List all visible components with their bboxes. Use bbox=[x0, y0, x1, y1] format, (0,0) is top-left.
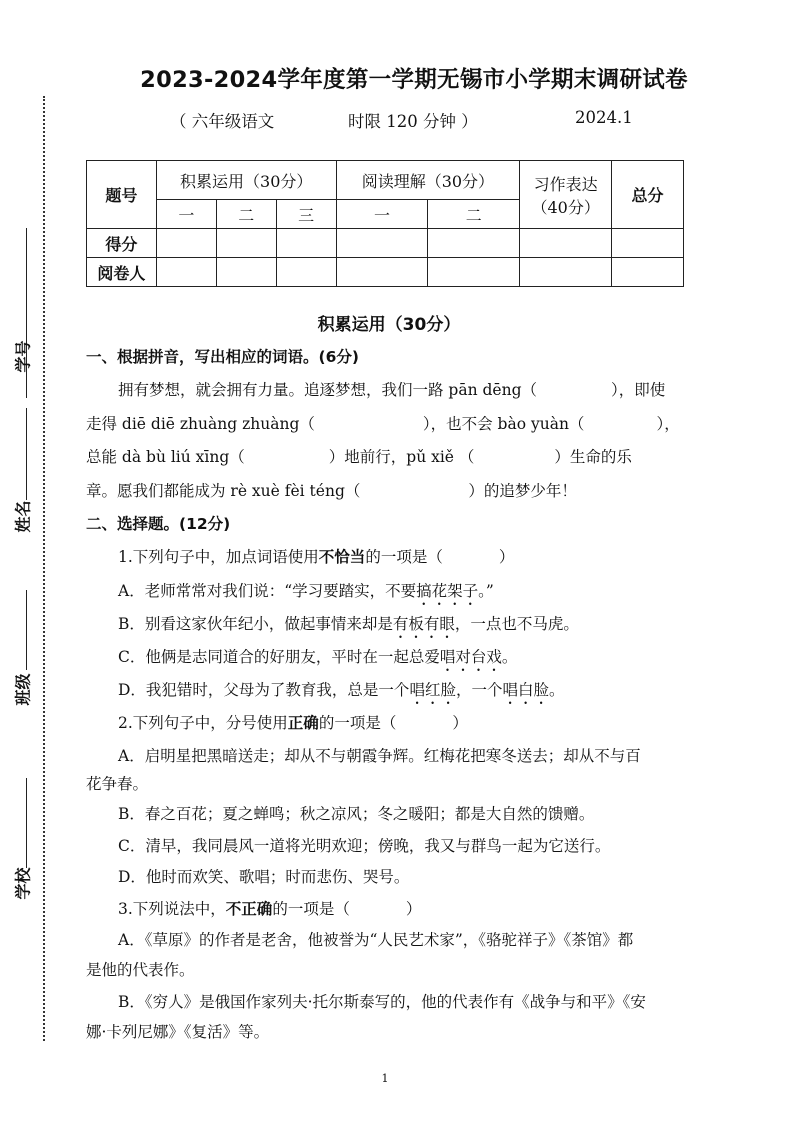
class-write-line[interactable] bbox=[26, 590, 27, 670]
score-cell[interactable] bbox=[276, 229, 336, 258]
name-write-line[interactable] bbox=[26, 408, 27, 500]
score-cell[interactable] bbox=[428, 229, 520, 258]
grade-subject: （ 六年级语文 bbox=[170, 112, 275, 131]
q1-line-4: 章。愿我们都能成为 rè xuè fèi téng（ ）的追梦少年！ bbox=[86, 482, 577, 500]
q2-sub3-stem: 3.下列说法中，不正确的一项是（ ） bbox=[118, 900, 422, 918]
q2-sub1-option-a: A．老师常常对我们说：“学习要踏实，不要搞花架子。” bbox=[118, 582, 494, 600]
score-cell[interactable] bbox=[216, 229, 276, 258]
grader-cell[interactable] bbox=[156, 258, 216, 287]
sub-header-3: 三 bbox=[276, 200, 336, 229]
score-row-label: 得分 bbox=[87, 229, 157, 258]
sub-header-2: 二 bbox=[216, 200, 276, 229]
q2-sub2-option-a: A．启明星把黑暗送走；却从不与朝霞争辉。红梅花把寒冬送去；却从不与百 bbox=[118, 747, 641, 765]
score-cell[interactable] bbox=[156, 229, 216, 258]
grader-cell[interactable] bbox=[216, 258, 276, 287]
sub-header-5: 二 bbox=[428, 200, 520, 229]
q2-sub2-option-d: D．他时而欢笑、歌唱；时而悲伤、哭号。 bbox=[118, 868, 410, 886]
score-row bbox=[87, 229, 684, 258]
student-id-label: 学号 bbox=[13, 340, 33, 373]
grader-cell[interactable] bbox=[428, 258, 520, 287]
q2-sub3-option-b: B．《穷人》是俄国作家列夫·托尔斯泰写的，他的代表作有《战争与和平》《安 bbox=[118, 993, 646, 1011]
score-cell[interactable] bbox=[520, 229, 612, 258]
sub-header-1: 一 bbox=[156, 200, 216, 229]
q2-sub1-option-b: B．别看这家伙年纪小，做起事情来却是有板有眼，一点也不马虎。 bbox=[118, 615, 579, 633]
name-label: 姓名 bbox=[13, 500, 33, 533]
q2-sub3-option-b-cont: 娜·卡列尼娜》《复活》等。 bbox=[86, 1023, 270, 1041]
q2-sub2-option-a-cont: 花争春。 bbox=[86, 775, 149, 793]
header-reading: 阅读理解（30分） bbox=[336, 161, 520, 200]
school-write-line[interactable] bbox=[26, 778, 27, 868]
q2-sub1-option-d: D．我犯错时，父母为了教育我，总是一个唱红脸，一个唱白脸。 bbox=[118, 681, 565, 699]
header-writing: 习作表达 （40分） bbox=[520, 161, 612, 229]
q2-sub2-stem: 2.下列句子中，分号使用正确的一项是（ ） bbox=[118, 714, 468, 732]
exam-date: 2024.1 bbox=[575, 108, 633, 127]
q2-sub2-option-b: B．春之百花；夏之蝉鸣；秋之凉风；冬之暖阳；都是大自然的馈赠。 bbox=[118, 805, 595, 823]
header-accumulation: 积累运用（30分） bbox=[156, 161, 336, 200]
q2-sub1-stem: 1.下列句子中，加点词语使用不恰当的一项是（ ） bbox=[118, 548, 515, 566]
q1-line-3: 总能 dà bù liú xīng（ ）地前行，pǔ xiě （ ）生命的乐 bbox=[86, 448, 632, 466]
q1-heading: 一、根据拼音，写出相应的词语。(6分) bbox=[86, 348, 359, 366]
header-question-number: 题号 bbox=[87, 161, 157, 229]
q2-sub3-option-a-cont: 是他的代表作。 bbox=[86, 961, 195, 979]
sub-header-4: 一 bbox=[336, 200, 428, 229]
grader-cell[interactable] bbox=[336, 258, 428, 287]
q1-line-1: 拥有梦想，就会拥有力量。追逐梦想，我们一路 pān dēng（ ），即使 bbox=[118, 381, 666, 399]
q2-sub2-option-c: C．清早，我同晨风一道将光明欢迎；傍晚，我又与群鸟一起为它送行。 bbox=[118, 837, 611, 855]
score-cell[interactable] bbox=[612, 229, 684, 258]
grader-cell[interactable] bbox=[520, 258, 612, 287]
q1-line-2: 走得 diē diē zhuàng zhuàng（ ），也不会 bào yuàn（ ）， bbox=[86, 415, 680, 433]
q2-sub1-option-c: C．他俩是志同道合的好朋友，平时在一起总爱唱对台戏。 bbox=[118, 648, 518, 666]
score-table bbox=[86, 160, 684, 287]
binding-dotted-line bbox=[43, 96, 45, 1041]
score-cell[interactable] bbox=[336, 229, 428, 258]
header-total: 总分 bbox=[612, 161, 684, 229]
page-number: 1 bbox=[381, 1072, 389, 1085]
time-limit: 时限 120 分钟 ） bbox=[348, 112, 478, 131]
section-title: 积累运用（30分） bbox=[317, 315, 461, 335]
class-label: 班级 bbox=[13, 673, 33, 706]
q2-sub3-option-a: A．《草原》的作者是老舍，他被誉为“人民艺术家”，《骆驼祥子》《茶馆》都 bbox=[118, 931, 634, 949]
grader-row-label: 阅卷人 bbox=[87, 258, 157, 287]
exam-title: 2023-2024学年度第一学期无锡市小学期末调研试卷 bbox=[140, 67, 688, 93]
q2-heading: 二、选择题。(12分) bbox=[86, 515, 231, 533]
grader-row bbox=[87, 258, 684, 287]
grader-cell[interactable] bbox=[612, 258, 684, 287]
school-label: 学校 bbox=[13, 867, 33, 900]
grader-cell[interactable] bbox=[276, 258, 336, 287]
